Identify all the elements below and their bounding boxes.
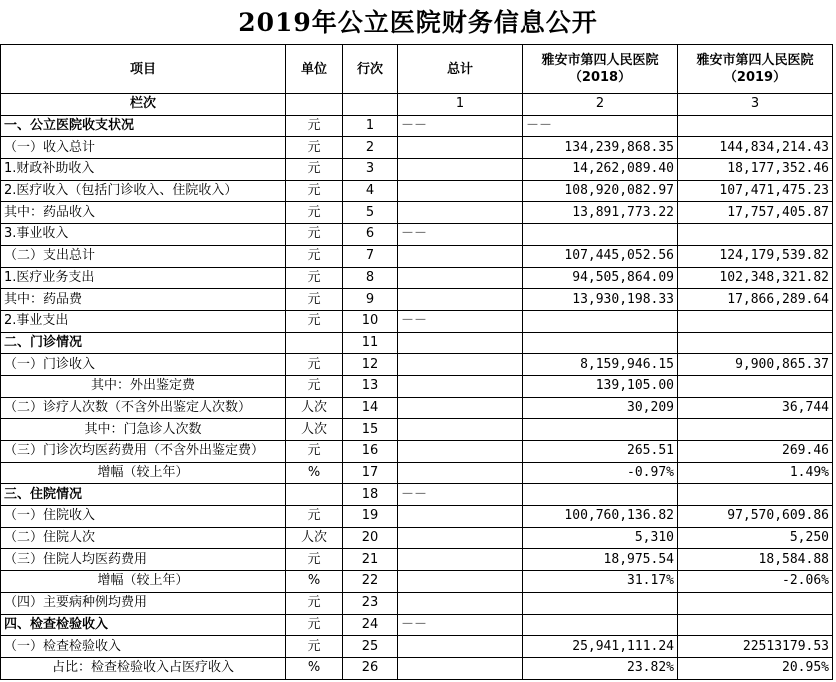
row-unit: 元	[286, 310, 343, 332]
table-row	[1, 527, 833, 549]
row-line-no: 7	[343, 245, 398, 267]
row-unit: 元	[286, 289, 343, 311]
row-unit: 元	[286, 137, 343, 159]
row-line-no: 25	[343, 636, 398, 658]
row-value-2018: 14,262,089.40	[523, 159, 678, 181]
row-value-2019: 107,471,475.23	[678, 180, 833, 202]
row-unit: %	[286, 571, 343, 593]
table-row	[1, 549, 833, 571]
row-line-no: 2	[343, 137, 398, 159]
row-value-2019: 144,834,214.43	[678, 137, 833, 159]
row-total	[398, 332, 523, 354]
row-line-no: 24	[343, 614, 398, 636]
table-body	[1, 115, 833, 679]
row-item: 占比：检查检验收入占医疗收入	[1, 657, 286, 679]
row-total	[398, 636, 523, 658]
row-total	[398, 180, 523, 202]
row-total: －－	[398, 115, 523, 137]
column-row-c1: 1	[398, 94, 523, 116]
row-unit: 元	[286, 636, 343, 658]
row-total	[398, 506, 523, 528]
row-item: （三）住院人均医药费用	[1, 549, 286, 571]
row-total	[398, 375, 523, 397]
row-item: （二）诊疗人次数（不含外出鉴定人次数）	[1, 397, 286, 419]
row-unit: 元	[286, 592, 343, 614]
row-value-2019	[678, 375, 833, 397]
row-value-2019: 17,757,405.87	[678, 202, 833, 224]
row-value-2019: 269.46	[678, 441, 833, 463]
row-value-2018	[523, 484, 678, 506]
row-value-2019: 1.49%	[678, 462, 833, 484]
row-item: 其中：门急诊人次数	[1, 419, 286, 441]
row-unit: 元	[286, 115, 343, 137]
row-line-no: 16	[343, 441, 398, 463]
row-value-2019: 17,866,289.64	[678, 289, 833, 311]
header-total: 总计	[398, 45, 523, 94]
column-row-c3: 3	[678, 94, 833, 116]
table-row	[1, 462, 833, 484]
row-total: －－	[398, 224, 523, 246]
row-total	[398, 462, 523, 484]
row-line-no: 15	[343, 419, 398, 441]
table-row	[1, 484, 833, 506]
row-value-2018	[523, 224, 678, 246]
row-total	[398, 657, 523, 679]
row-item: 一、公立医院收支状况	[1, 115, 286, 137]
row-unit: %	[286, 462, 343, 484]
row-total: －－	[398, 484, 523, 506]
row-value-2018: 30,209	[523, 397, 678, 419]
table-row	[1, 310, 833, 332]
row-value-2019: -2.06%	[678, 571, 833, 593]
table-row	[1, 245, 833, 267]
row-value-2018: 25,941,111.24	[523, 636, 678, 658]
row-unit: 元	[286, 614, 343, 636]
row-value-2018: 94,505,864.09	[523, 267, 678, 289]
row-total	[398, 354, 523, 376]
row-line-no: 9	[343, 289, 398, 311]
header-col-2018: 雅安市第四人民医院 （2018）	[523, 45, 678, 94]
row-unit	[286, 332, 343, 354]
row-unit: 人次	[286, 397, 343, 419]
row-value-2018	[523, 614, 678, 636]
row-value-2018: 13,930,198.33	[523, 289, 678, 311]
row-item: 2.医疗收入（包括门诊收入、住院收入）	[1, 180, 286, 202]
row-unit	[286, 484, 343, 506]
table-row	[1, 571, 833, 593]
table-row	[1, 375, 833, 397]
row-item: 其中：药品费	[1, 289, 286, 311]
row-line-no: 3	[343, 159, 398, 181]
row-value-2018: －－	[523, 115, 678, 137]
row-total	[398, 527, 523, 549]
table-row	[1, 397, 833, 419]
row-value-2018: 100,760,136.82	[523, 506, 678, 528]
row-line-no: 5	[343, 202, 398, 224]
row-unit: 元	[286, 267, 343, 289]
row-value-2019	[678, 224, 833, 246]
row-line-no: 17	[343, 462, 398, 484]
row-total	[398, 441, 523, 463]
row-unit: 元	[286, 159, 343, 181]
row-value-2018: 8,159,946.15	[523, 354, 678, 376]
row-line-no: 20	[343, 527, 398, 549]
header-line-no: 行次	[343, 45, 398, 94]
row-value-2018: 134,239,868.35	[523, 137, 678, 159]
row-value-2019: 102,348,321.82	[678, 267, 833, 289]
row-value-2018: 5,310	[523, 527, 678, 549]
table-row	[1, 657, 833, 679]
row-line-no: 4	[343, 180, 398, 202]
table-row	[1, 159, 833, 181]
row-value-2019	[678, 419, 833, 441]
row-line-no: 23	[343, 592, 398, 614]
row-unit: 元	[286, 549, 343, 571]
row-value-2018: 13,891,773.22	[523, 202, 678, 224]
row-total	[398, 289, 523, 311]
row-value-2019: 22513179.53	[678, 636, 833, 658]
row-total	[398, 571, 523, 593]
row-line-no: 11	[343, 332, 398, 354]
table-row	[1, 614, 833, 636]
row-total	[398, 137, 523, 159]
row-item: 增幅（较上年）	[1, 571, 286, 593]
row-value-2018: 139,105.00	[523, 375, 678, 397]
table-row	[1, 419, 833, 441]
table-row	[1, 636, 833, 658]
row-value-2018: 108,920,082.97	[523, 180, 678, 202]
row-value-2019: 36,744	[678, 397, 833, 419]
table-row	[1, 224, 833, 246]
row-item: （一）检查检验收入	[1, 636, 286, 658]
row-value-2019: 18,584.88	[678, 549, 833, 571]
row-total: －－	[398, 614, 523, 636]
row-line-no: 26	[343, 657, 398, 679]
row-item: （一）住院收入	[1, 506, 286, 528]
row-total	[398, 159, 523, 181]
row-unit: 元	[286, 506, 343, 528]
row-item: 增幅（较上年）	[1, 462, 286, 484]
row-unit: 人次	[286, 527, 343, 549]
table-row	[1, 354, 833, 376]
row-value-2019	[678, 332, 833, 354]
row-value-2019	[678, 484, 833, 506]
row-unit: 元	[286, 202, 343, 224]
table-row	[1, 115, 833, 137]
row-value-2019: 18,177,352.46	[678, 159, 833, 181]
row-line-no: 12	[343, 354, 398, 376]
row-item: （二）住院人次	[1, 527, 286, 549]
row-line-no: 18	[343, 484, 398, 506]
row-item: 2.事业支出	[1, 310, 286, 332]
row-unit: %	[286, 657, 343, 679]
row-unit: 元	[286, 354, 343, 376]
row-line-no: 19	[343, 506, 398, 528]
header-item: 项目	[1, 45, 286, 94]
row-item: （一）门诊收入	[1, 354, 286, 376]
row-item: 四、检查检验收入	[1, 614, 286, 636]
row-item: 三、住院情况	[1, 484, 286, 506]
table-row	[1, 592, 833, 614]
row-item: 二、门诊情况	[1, 332, 286, 354]
row-line-no: 21	[343, 549, 398, 571]
row-value-2019	[678, 310, 833, 332]
row-unit: 人次	[286, 419, 343, 441]
row-line-no: 22	[343, 571, 398, 593]
finance-table	[0, 44, 833, 680]
column-row-c2: 2	[523, 94, 678, 116]
row-line-no: 8	[343, 267, 398, 289]
row-value-2018: 18,975.54	[523, 549, 678, 571]
row-value-2019: 20.95%	[678, 657, 833, 679]
row-unit: 元	[286, 180, 343, 202]
row-value-2018: 265.51	[523, 441, 678, 463]
row-line-no: 13	[343, 375, 398, 397]
row-line-no: 14	[343, 397, 398, 419]
row-total	[398, 549, 523, 571]
column-number-row	[1, 94, 833, 116]
row-unit: 元	[286, 224, 343, 246]
row-value-2019: 97,570,609.86	[678, 506, 833, 528]
row-value-2019	[678, 614, 833, 636]
row-item: （二）支出总计	[1, 245, 286, 267]
column-row-unit	[286, 94, 343, 116]
row-total	[398, 419, 523, 441]
row-unit: 元	[286, 245, 343, 267]
row-line-no: 1	[343, 115, 398, 137]
column-row-line	[343, 94, 398, 116]
row-item: 1.财政补助收入	[1, 159, 286, 181]
table-row	[1, 289, 833, 311]
row-value-2018: 31.17%	[523, 571, 678, 593]
row-value-2019: 5,250	[678, 527, 833, 549]
row-item: （三）门诊次均医药费用（不含外出鉴定费）	[1, 441, 286, 463]
table-row	[1, 332, 833, 354]
row-item: （一）收入总计	[1, 137, 286, 159]
row-item: 其中：药品收入	[1, 202, 286, 224]
row-value-2019	[678, 592, 833, 614]
row-value-2018	[523, 592, 678, 614]
row-total: －－	[398, 310, 523, 332]
row-total	[398, 245, 523, 267]
header-col-2019: 雅安市第四人民医院 （2019）	[678, 45, 833, 94]
row-unit: 元	[286, 375, 343, 397]
table-row	[1, 441, 833, 463]
row-unit: 元	[286, 441, 343, 463]
row-line-no: 10	[343, 310, 398, 332]
table-row	[1, 267, 833, 289]
row-total	[398, 592, 523, 614]
row-value-2019: 124,179,539.82	[678, 245, 833, 267]
table-row	[1, 137, 833, 159]
header-unit: 单位	[286, 45, 343, 94]
page-title: 2019年公立医院财务信息公开	[238, 8, 598, 37]
row-total	[398, 397, 523, 419]
table-row	[1, 202, 833, 224]
row-value-2018: 23.82%	[523, 657, 678, 679]
row-item: 其中：外出鉴定费	[1, 375, 286, 397]
row-value-2018: -0.97%	[523, 462, 678, 484]
row-total	[398, 267, 523, 289]
row-value-2018	[523, 332, 678, 354]
row-value-2018	[523, 310, 678, 332]
table-row	[1, 506, 833, 528]
row-value-2019	[678, 115, 833, 137]
row-item: （四）主要病种例均费用	[1, 592, 286, 614]
row-total	[398, 202, 523, 224]
row-value-2019: 9,900,865.37	[678, 354, 833, 376]
row-item: 3.事业收入	[1, 224, 286, 246]
row-value-2018	[523, 419, 678, 441]
column-row-label: 栏次	[1, 94, 286, 116]
row-line-no: 6	[343, 224, 398, 246]
header-row	[1, 45, 833, 94]
row-item: 1.医疗业务支出	[1, 267, 286, 289]
row-value-2018: 107,445,052.56	[523, 245, 678, 267]
table-row	[1, 180, 833, 202]
